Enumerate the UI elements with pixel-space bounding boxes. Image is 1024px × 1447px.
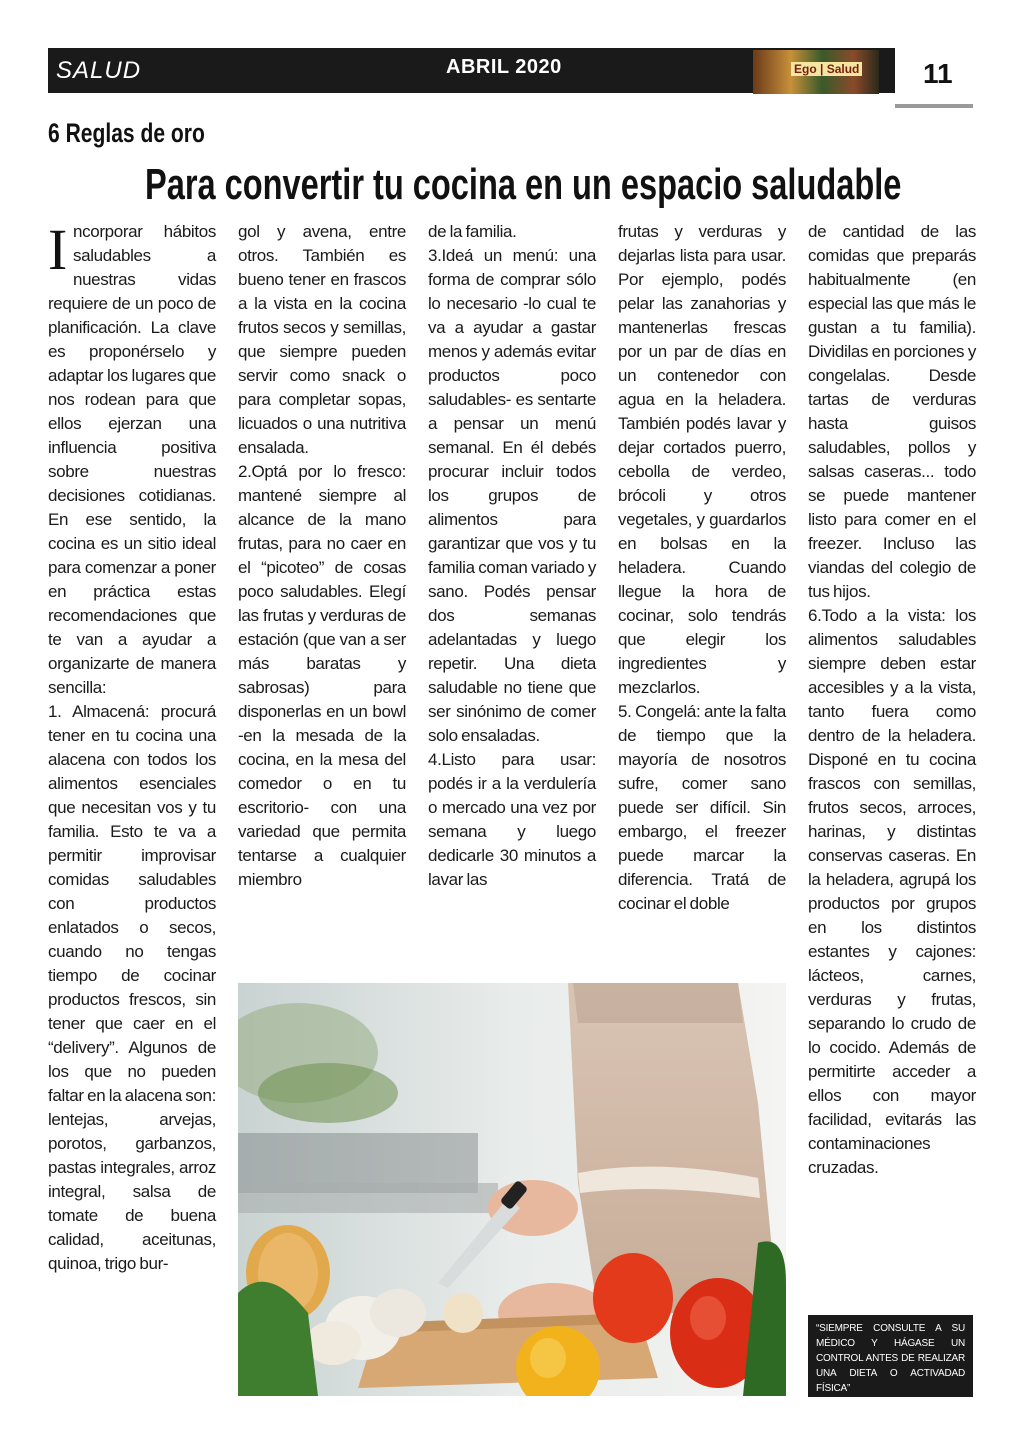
disclaimer-box: “SIEMPRE CONSULTE A SU MÉDICO Y HÁGASE UN CONTROL ANTES DE REALIZAR UNA DIETA O ACTIVADAD FÍSICA”	[808, 1315, 973, 1397]
article-column-4	[618, 220, 786, 916]
paragraph: 2.Optá por lo fresco: mantené siempre al alcance de la mano frutas, para no caer en el “picoteo” de cosas poco saludables. Elegí las frutas y verduras de estación (que van a ser más baratas y sabrosas) para disponerlas en un bowl -en la mesada de la cocina, en la mesa del comedor o en tu escritorio- con una variedad que permita tentarse a cualquier miembro	[238, 462, 406, 889]
kitchen-photo-illustration	[238, 983, 786, 1396]
paragraph: 1. Almacená: procurá tener en tu cocina una alacena con todos los alimentos esenciales que necesitan vos y tu familia. Esto te va a permitir improvisar comidas saludables con productos enlatados o secos, cuando no tengas tiempo de cocinar productos frescos, sin tener que caer en el “delivery”. Algunos de los que no pueden faltar en la alacena son: lentejas, arvejas, porotos, garbanzos, pastas integrales, arroz integral, salsa de tomate de buena calidad, aceitunas, quinoa, trigo bur-	[48, 702, 216, 1273]
article-column-1	[48, 217, 216, 1276]
article-column-2	[238, 220, 406, 892]
page-number: 11	[923, 58, 953, 89]
dropcap: I	[48, 217, 67, 282]
paragraph	[48, 217, 216, 700]
paragraph: 3.Ideá un menú: una forma de comprar sólo lo necesario -lo cual te va a ayudar a gastar menos y además evitar productos poco saludables- es sentarte a pensar un menú semanal. En él debés procurar incluir todos los grupos de alimentos para garantizar que vos y tu familia coman variado y sano. Podés pensar dos semanas adelantadas y luego repetir. Una dieta saludable no tiene que ser sinónimo de comer solo ensaladas.	[428, 246, 596, 745]
article-kicker: 6 Reglas de oro	[48, 118, 205, 148]
paragraph: 4.Listo para usar: podés ir a la verdulería o mercado una vez por semana y luego dedicarle 30 minutos a lavar las	[428, 750, 596, 889]
magazine-logo	[753, 50, 879, 94]
paragraph: de cantidad de las comidas que preparás habitualmente (en especial las que más le gustan a tu familia). Dividilas en porciones y congelalas. Desde tartas de verduras hasta guisos saludables, pollos y salsas caseras... todo se puede mantener listo para comer en el freezer. Incluso las viandas del colegio de tus hijos.	[808, 222, 976, 601]
article-column-5	[808, 220, 976, 1180]
logo-text: Ego | Salud	[791, 62, 862, 76]
header-rule	[895, 104, 973, 108]
paragraph: 6.Todo a la vista: los alimentos saludables siempre deben estar accesibles y a la vista, tanto fuera como dentro de la heladera. Disponé en tu cocina frascos con semillas, frutos secos, arroces, harinas, y distintas conservas caseras. En la heladera, agrupá los productos por grupos en los distintos estantes y cajones: lácteos, carnes, verduras y frutas, separando lo crudo de lo cocido. Además de permitirte acceder a ellos con mayor facilidad, evitarás las contaminaciones cruzadas.	[808, 606, 976, 1177]
paragraph: de la familia.	[428, 222, 517, 241]
paragraph: 5. Congelá: ante la falta de tiempo que la mayoría de nosotros sufre, comer sano puede ser difícil. Sin embargo, el freezer puede marcar la diferencia. Tratá de cocinar el doble	[618, 702, 786, 913]
paragraph: frutas y verduras y dejarlas lista para usar. Por ejemplo, podés pelar las zanahorias y mantenerlas frescas por un par de días en un contenedor con agua en la heladera. También podés lavar y dejar cortados puerro, cebolla de verdeo, brócoli y otros vegetales, y guardarlos en bolsas en la heladera. Cuando llegue la hora de cocinar, solo tendrás que elegir los ingredientes y mezclarlos.	[618, 222, 786, 697]
paragraph: gol y avena, entre otros. También es bueno tener en frascos a la vista en la cocina frutos secos y semillas, que siempre pueden servir como snack o para completar sopas, licuados o una nutritiva ensalada.	[238, 222, 406, 457]
article-headline: Para convertir tu cocina en un espacio saludable	[145, 160, 902, 209]
kitchen-photo	[238, 983, 786, 1396]
article-column-3	[428, 220, 596, 892]
issue-date: ABRIL 2020	[446, 56, 562, 78]
section-label: SALUD	[56, 57, 142, 84]
paragraph-text: ncorporar hábitos saludables a nuestras vidas requiere de un poco de planificación. La clave es proponérselo y adaptar los lugares que nos rodean para que ellos ejerzan una influencia positiva sobre nuestras decisiones cotidianas. En ese sentido, la cocina es un sitio ideal para comenzar a poner en práctica estas recomendaciones que te van a ayudar a organizarte de manera sencilla:	[48, 222, 216, 697]
